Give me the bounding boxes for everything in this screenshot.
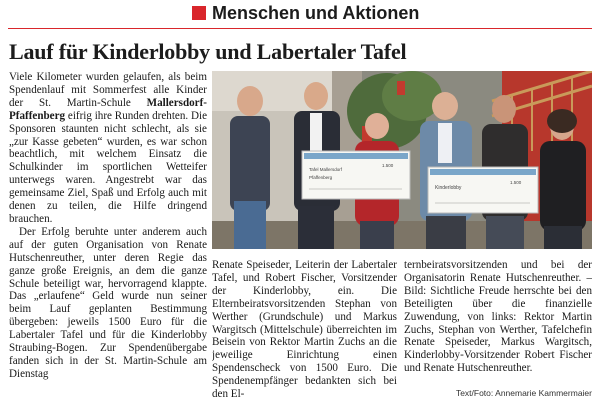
place-name-bold: Mallersdorf-Pfaffenberg — [9, 96, 207, 122]
section-marker — [192, 6, 206, 20]
article-paragraph-3: Renate Speiseder, Leiterin der Labertaler Tafel, und Robert Fischer, Vorsitzender der Kinderlobby, ein. Die Elternbeiratsvorsitzenden Stephan von Werther (Grundschule) und Markus Wargitsch (Mittelschule) überreichten im Beisein von Rektor Martin Zuchs an die jeweilige Einrichtung einen Spendenscheck von 1500 Euro. Die Spendenempfänger bedankten sich bei den El- — [212, 259, 397, 401]
check-left-line2: Pfaffenberg — [309, 175, 333, 180]
section-title: Menschen und Aktionen — [212, 3, 420, 23]
section-header — [0, 0, 600, 30]
article-paragraph-1: Viele Kilometer wurden gelaufen, als beim Spendenlauf mit Sommerfest alle Kinder der St. Martin-Schule Mallersdorf-Pfaffenberg eifrig ihre Runden drehten. Die Sponsoren staunten nicht schlecht, als sie „zur Kasse gebeten“ wurden, es war schon beachtlich, mit welchem Einsatz die Schulkinder im sportlichen Wetteifer unterwegs waren. Angestrebt war das gemeinsame Ziel, Spaß und Erfolg auch mit denen zu teilen, die Hilfe dringend brauchen. — [9, 71, 207, 225]
article-column-2 — [212, 259, 397, 401]
photo-credit: Text/Foto: Annemarie Kammermaier — [455, 388, 592, 398]
article-column-1 — [9, 71, 207, 401]
check-right-amount: 1.500 — [510, 180, 522, 185]
article-paragraph-2: Der Erfolg beruhte unter anderem auch auf der guten Organisation von Renate Hutschenreuther, unter deren Regie das ganze große Ereignis, an dem die ganze Schule beteiligt war, hervorragend klappte. Das „erlaufene“ Geld wurde nun seiner beim Lauf geplanten Bestimmung übergeben: jeweils 1500 Euro für die Labertaler Tafel und für die Kinderlobby Straubing-Bogen. Zur Spendenübergabe fanden sich in der St. Martin-Schule am Dienstag — [9, 225, 207, 380]
check-right-line1: Kinderlobby — [435, 185, 462, 191]
section-rule — [8, 28, 592, 29]
article-headline: Lauf für Kinderlobby und Labertaler Tafel — [9, 39, 407, 64]
donation-check-right — [428, 167, 538, 213]
article-column-3 — [404, 259, 592, 391]
check-left-line1: Tafel Mallersdorf — [309, 167, 343, 172]
donation-check-left — [302, 151, 410, 199]
article-photo — [212, 71, 592, 249]
article-paragraph-4: ternbeiratsvorsitzenden und bei der Organisatorin Renate Hutschenreuther. – Bild: Sichtliche Freude herrschte bei den Beteiligten über die finanzielle Zuwendung, von links: Rektor Martin Zuchs, Stephan von Werther, Tafelchefin Renate Speiseder, Markus Wargitsch, Kinderlobby-Vorsitzender Robert Fischer und Renate Hutschenreuther. — [404, 259, 592, 375]
check-left-amount: 1.500 — [382, 163, 394, 168]
